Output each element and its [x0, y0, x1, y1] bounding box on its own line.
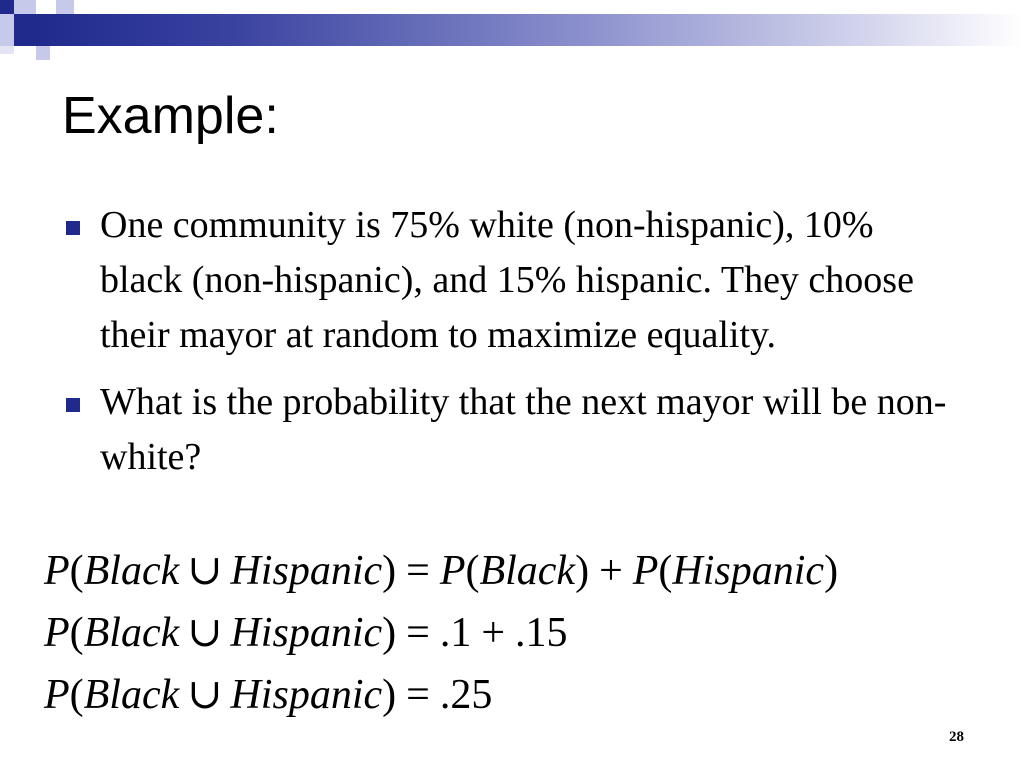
slide-title: Example:: [62, 87, 279, 145]
paren-close: ): [382, 672, 397, 718]
decorative-square: [56, 0, 74, 14]
decorative-square: [0, 46, 14, 54]
decorative-square: [14, 14, 36, 46]
event-hispanic: Hispanic: [672, 548, 825, 594]
decorative-square: [14, 0, 36, 14]
bullet-item: [62, 198, 962, 363]
equation-line-3: [44, 664, 838, 726]
paren-open: (: [69, 672, 84, 718]
paren-open: (: [69, 610, 84, 656]
equals-sign: =: [406, 610, 430, 656]
header-gradient-bar: [36, 14, 1024, 46]
probability-symbol: P: [44, 548, 70, 594]
value-black: .1: [439, 610, 472, 656]
decorative-square: [0, 14, 14, 46]
value-hispanic: .15: [515, 610, 568, 656]
paren-close: ): [575, 548, 590, 594]
equals-sign: =: [406, 672, 430, 718]
paren-open: (: [465, 548, 480, 594]
event-black: Black: [83, 548, 180, 594]
equals-sign: =: [406, 548, 430, 594]
probability-symbol: P: [632, 548, 659, 594]
probability-symbol: P: [44, 610, 70, 656]
square-bullet-icon: [66, 398, 80, 412]
union-symbol: ∪: [187, 610, 223, 656]
plus-sign: +: [599, 548, 623, 594]
paren-close: ): [824, 548, 839, 594]
event-hispanic: Hispanic: [230, 548, 383, 594]
probability-symbol: P: [439, 548, 466, 594]
page-number: 28: [949, 729, 964, 745]
union-symbol: ∪: [187, 672, 223, 718]
equation-line-1: [44, 540, 838, 602]
union-symbol: ∪: [187, 548, 223, 594]
decorative-square: [36, 0, 50, 14]
equation-line-2: [44, 602, 838, 664]
equation-block: [44, 540, 838, 726]
event-hispanic: Hispanic: [230, 610, 383, 656]
decorative-square: [0, 0, 14, 14]
decorative-square: [36, 46, 50, 60]
bullet-item: [62, 375, 962, 485]
paren-open: (: [69, 548, 84, 594]
paren-close: ): [382, 548, 397, 594]
bullet-list: [62, 198, 962, 497]
paren-open: (: [658, 548, 673, 594]
probability-symbol: P: [44, 672, 70, 718]
bullet-text: One community is 75% white (non-hispanic), 10% black (non-hispanic), and 15% hispanic. They choose their mayor at random to maximize equality.: [100, 204, 914, 356]
event-black: Black: [479, 548, 576, 594]
event-black: Black: [83, 672, 180, 718]
square-bullet-icon: [66, 221, 80, 235]
event-black: Black: [83, 610, 180, 656]
paren-close: ): [382, 610, 397, 656]
plus-sign: +: [481, 610, 505, 656]
bullet-text: What is the probability that the next mayor will be non-white?: [100, 381, 947, 478]
result-value: .25: [439, 672, 493, 718]
event-hispanic: Hispanic: [230, 672, 383, 718]
